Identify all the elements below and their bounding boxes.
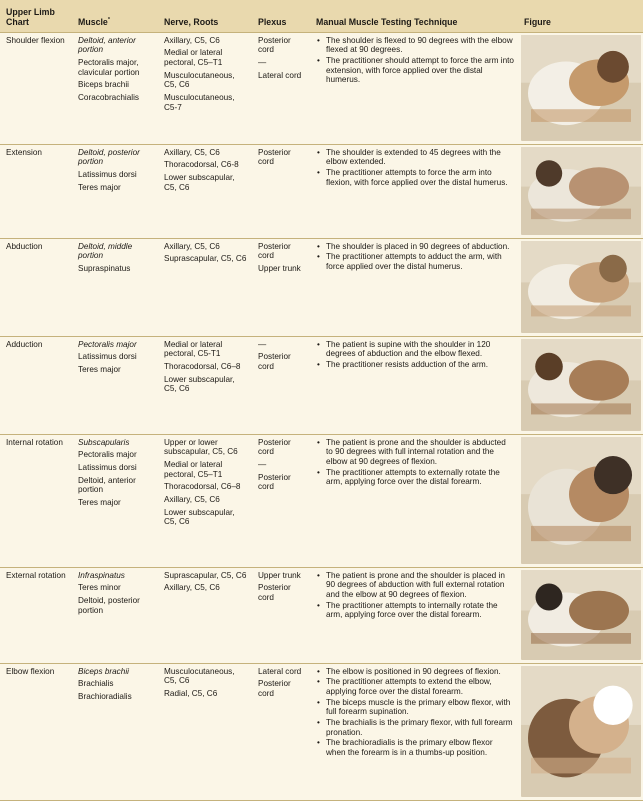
figure-cell <box>518 434 643 567</box>
muscle-name: Pectoralis major, clavicular portion <box>78 57 140 77</box>
technique-list <box>316 667 514 758</box>
muscle-name: Latissimus dorsi <box>78 462 137 472</box>
muscle-name: Brachioradialis <box>78 691 132 701</box>
header-plexus <box>252 0 310 32</box>
muscle-row <box>0 238 643 336</box>
muscle-name: Deltoid, anterior portion <box>78 475 136 495</box>
figure-cell <box>518 144 643 238</box>
figure-cell <box>518 567 643 663</box>
nerve-cell <box>158 567 252 663</box>
header-technique <box>310 0 518 32</box>
nerve-roots: Suprascapular, C5, C6 <box>164 570 247 580</box>
muscle-row <box>0 434 643 567</box>
muscle-cell <box>72 567 158 663</box>
technique-cell <box>310 567 518 663</box>
muscle-name: Subscapularis <box>78 437 130 447</box>
header-nerve-roots <box>158 0 252 32</box>
muscle-name: Teres minor <box>78 583 121 593</box>
technique-list <box>316 148 514 188</box>
movement-cell: Shoulder flexion <box>6 35 65 45</box>
plexus-name: Posterior cord <box>258 241 291 261</box>
technique-list <box>316 242 514 272</box>
movement-cell: Extension <box>6 147 42 157</box>
figure-cell <box>518 32 643 144</box>
plexus-cell <box>252 567 310 663</box>
nerve-roots: Axillary, C5, C6 <box>164 494 220 504</box>
muscle-cell <box>72 434 158 567</box>
muscle-name: Biceps brachii <box>78 666 129 676</box>
plexus-name: Posterior cord <box>258 147 291 167</box>
figure-cell <box>518 663 643 800</box>
technique-list <box>316 438 514 487</box>
header-muscle-text: Muscle <box>78 17 108 28</box>
plexus-name: Lateral cord <box>258 70 302 80</box>
plexus-cell <box>252 336 310 434</box>
header-muscle-footnote-mark: * <box>107 17 110 24</box>
muscle-name: Biceps brachii <box>78 80 129 90</box>
muscle-name: Teres major <box>78 497 121 507</box>
nerve-roots: Medial or lateral pectoral, C5-T1 <box>164 339 223 359</box>
plexus-name: Posterior cord <box>258 679 291 698</box>
technique-step: • The practitioner attempts to extend the elbow, applying force over the distal forearm. <box>326 677 514 696</box>
movement-cell: Internal rotation <box>6 437 63 447</box>
plexus-name: Upper trunk <box>258 263 301 273</box>
nerve-roots: Lower subscapular, C5, C6 <box>164 172 235 192</box>
figure-cell <box>518 238 643 336</box>
technique-step: • The elbow is positioned in 90 degrees of flexion. <box>326 667 514 677</box>
header-muscle <box>72 0 158 32</box>
header-technique-text: Manual Muscle Testing Technique <box>316 17 458 28</box>
header-figure <box>518 0 643 32</box>
technique-step: • The patient is prone and the shoulder is placed in 90 degrees of abduction with full external rotation and the elbow at 90 degrees of flexion. <box>326 571 514 600</box>
muscle-name: Infraspinatus <box>78 570 125 580</box>
header-limb-text: Upper Limb Chart <box>6 6 55 28</box>
technique-step: • The shoulder is placed in 90 degrees of abduction. <box>326 242 514 252</box>
muscle-cell <box>72 144 158 238</box>
technique-step: • The practitioner attempts to force the arm into flexion, with force applied over the distal humerus. <box>326 168 514 187</box>
technique-step: • The brachialis is the primary flexor, with full forearm pronation. <box>326 718 514 737</box>
nerve-roots: Medial or lateral pectoral, C5–T1 <box>164 459 223 479</box>
technique-list <box>316 36 514 85</box>
header-row <box>0 0 643 32</box>
muscle-name: Latissimus dorsi <box>78 352 137 362</box>
muscle-cell <box>72 238 158 336</box>
technique-step: • The brachioradialis is the primary elbow flexor when the forearm is in a thumbs-up position. <box>326 738 514 757</box>
technique-list <box>316 340 514 370</box>
muscle-row <box>0 567 643 663</box>
plexus-name: Posterior cord <box>258 35 291 55</box>
muscle-row <box>0 663 643 800</box>
technique-step: • The biceps muscle is the primary elbow flexor, with full forearm supination. <box>326 698 514 717</box>
plexus-name: Posterior cord <box>258 583 291 602</box>
nerve-roots: Axillary, C5, C6 <box>164 147 220 157</box>
nerve-roots: Lower subscapular, C5, C6 <box>164 374 235 394</box>
header-nerve-text: Nerve, Roots <box>164 17 219 28</box>
exam-photo <box>521 147 641 235</box>
technique-step: • The practitioner should attempt to force the arm into extension, with force applied over the distal humerus. <box>326 56 514 85</box>
plexus-name: Posterior cord <box>258 437 291 457</box>
nerve-cell <box>158 336 252 434</box>
muscle-name: Pectoralis major <box>78 339 137 349</box>
plexus-name: — <box>258 339 267 349</box>
muscle-row <box>0 32 643 144</box>
muscle-cell <box>72 663 158 800</box>
header-plexus-text: Plexus <box>258 17 287 28</box>
technique-step: • The shoulder is flexed to 90 degrees with the elbow flexed at 90 degrees. <box>326 36 514 55</box>
nerve-roots: Radial, C5, C6 <box>164 688 218 698</box>
movement-cell: Abduction <box>6 241 43 251</box>
nerve-roots: Thoracodorsal, C6–8 <box>164 482 241 492</box>
plexus-cell <box>252 238 310 336</box>
technique-cell <box>310 238 518 336</box>
muscle-name: Deltoid, anterior portion <box>78 35 136 55</box>
nerve-roots: Axillary, C5, C6 <box>164 241 220 251</box>
plexus-name: Posterior cord <box>258 352 291 371</box>
muscle-name: Teres major <box>78 182 121 192</box>
plexus-name: Upper trunk <box>258 570 301 580</box>
plexus-name: — <box>258 57 267 67</box>
technique-cell <box>310 434 518 567</box>
muscle-cell <box>72 32 158 144</box>
muscle-cell <box>72 336 158 434</box>
nerve-cell <box>158 144 252 238</box>
movement-cell: External rotation <box>6 570 66 580</box>
muscle-name: Deltoid, middle portion <box>78 241 133 261</box>
exam-photo <box>521 437 641 564</box>
plexus-name: Posterior cord <box>258 472 291 492</box>
plexus-cell <box>252 32 310 144</box>
nerve-cell <box>158 32 252 144</box>
nerve-roots: Musculocutaneous, C5, C6 <box>164 666 235 686</box>
exam-photo <box>521 241 641 333</box>
muscle-name: Deltoid, posterior portion <box>78 147 140 167</box>
nerve-roots: Axillary, C5, C6 <box>164 583 220 593</box>
nerve-cell <box>158 238 252 336</box>
technique-cell <box>310 663 518 800</box>
movement-cell: Adduction <box>6 339 43 349</box>
nerve-cell <box>158 663 252 800</box>
plexus-name: Lateral cord <box>258 666 302 676</box>
technique-step: • The practitioner attempts to internally rotate the arm, applying force over the distal forearm. <box>326 601 514 620</box>
nerve-roots: Thoracodorsal, C6-8 <box>164 160 239 170</box>
nerve-roots: Thoracodorsal, C6–8 <box>164 361 241 371</box>
technique-step: • The shoulder is extended to 45 degrees with the elbow extended. <box>326 148 514 167</box>
header-figure-text: Figure <box>524 17 551 28</box>
technique-list <box>316 571 514 620</box>
nerve-roots: Musculocutaneous, C5-7 <box>164 92 235 112</box>
exam-photo <box>521 666 641 797</box>
technique-step: • The patient is supine with the shoulder in 120 degrees of abduction and the elbow flexed. <box>326 340 514 359</box>
plexus-name: — <box>258 459 267 469</box>
nerve-roots: Musculocutaneous, C5, C6 <box>164 70 235 90</box>
nerve-roots: Lower subscapular, C5, C6 <box>164 507 235 527</box>
exam-photo <box>521 35 641 141</box>
technique-cell <box>310 144 518 238</box>
nerve-cell <box>158 434 252 567</box>
technique-step: • The practitioner resists adduction of the arm. <box>326 360 514 370</box>
plexus-cell <box>252 663 310 800</box>
header-limb-chart <box>0 0 72 32</box>
exam-photo <box>521 339 641 431</box>
figure-cell <box>518 336 643 434</box>
muscle-name: Brachialis <box>78 679 114 689</box>
movement-cell: Elbow flexion <box>6 666 55 676</box>
muscle-name: Deltoid, posterior portion <box>78 595 140 615</box>
plexus-cell <box>252 434 310 567</box>
muscle-row <box>0 336 643 434</box>
technique-step: • The practitioner attempts to adduct the arm, with force applied over the distal humerus. <box>326 252 514 271</box>
muscle-name: Latissimus dorsi <box>78 169 137 179</box>
technique-cell <box>310 336 518 434</box>
plexus-cell <box>252 144 310 238</box>
nerve-roots: Upper or lower subscapular, C5, C6 <box>164 437 238 457</box>
technique-step: • The practitioner attempts to externally rotate the arm, applying force over the distal forearm. <box>326 468 514 487</box>
muscle-name: Coracobrachialis <box>78 92 139 102</box>
muscle-row <box>0 144 643 238</box>
nerve-roots: Suprascapular, C5, C6 <box>164 254 247 264</box>
nerve-roots: Medial or lateral pectoral, C5–T1 <box>164 48 223 67</box>
muscle-name: Teres major <box>78 364 121 374</box>
muscle-name: Supraspinatus <box>78 263 131 273</box>
exam-photo <box>521 570 641 660</box>
technique-cell <box>310 32 518 144</box>
nerve-roots: Axillary, C5, C6 <box>164 35 220 45</box>
technique-step: • The patient is prone and the shoulder is abducted to 90 degrees with full internal rotation and the elbow at 90 degrees of flexion. <box>326 438 514 467</box>
muscle-name: Pectoralis major <box>78 450 137 460</box>
